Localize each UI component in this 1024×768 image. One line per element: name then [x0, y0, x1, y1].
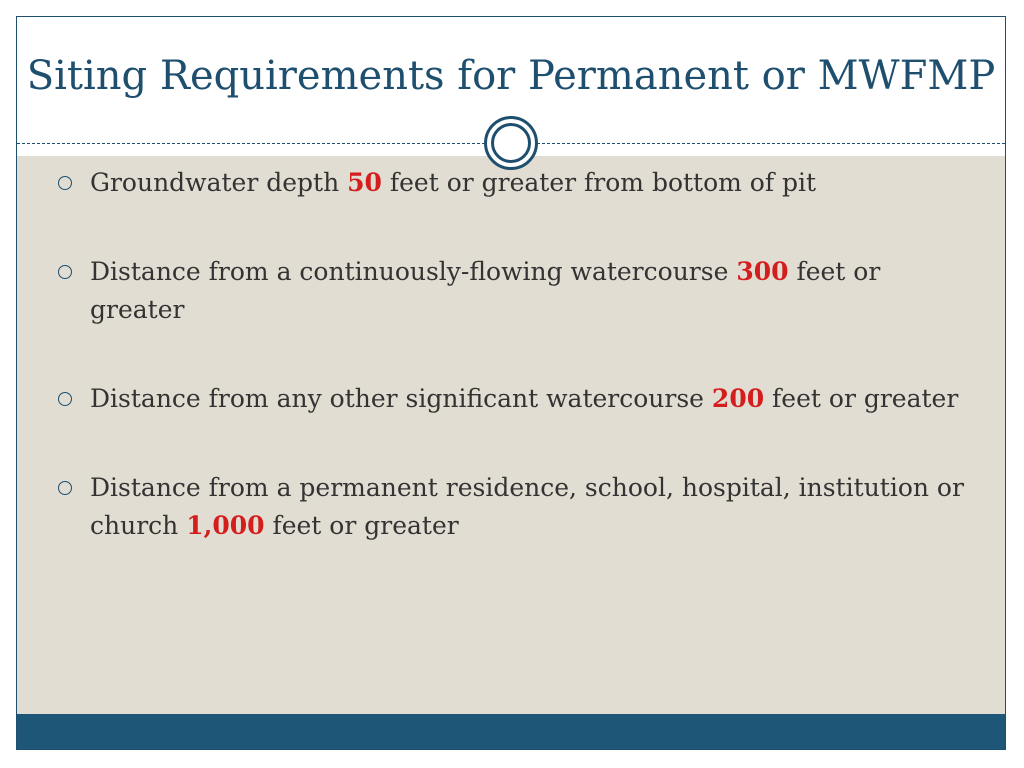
- bullet-value: 50: [347, 168, 382, 197]
- bullet-item: [58, 164, 968, 202]
- bullet-item: [58, 469, 968, 545]
- bullet-circle-icon: [58, 392, 72, 406]
- footer-bar: [17, 714, 1005, 749]
- bullet-text-before: Distance from a continuously-flowing watercourse: [90, 257, 737, 286]
- bullet-item: [58, 253, 968, 329]
- bullet-circle-icon: [58, 481, 72, 495]
- bullet-list: [58, 164, 968, 596]
- bullet-text-after: feet or greater from bottom of pit: [381, 168, 817, 197]
- bullet-text-before: Distance from a permanent residence, school, hospital, institution or church: [90, 473, 964, 540]
- bullet-circle-icon: [58, 176, 72, 190]
- bullet-value: 200: [711, 384, 765, 413]
- bullet-circle-icon: [58, 265, 72, 279]
- bullet-text-before: Groundwater depth: [90, 168, 348, 197]
- circle-ornament-icon: [484, 116, 538, 170]
- bullet-item: [58, 380, 968, 418]
- bullet-value: 1,000: [186, 511, 265, 540]
- slide-title: Siting Requirements for Permanent or MWFMP: [26, 53, 996, 99]
- bullet-text-after: feet or greater: [264, 511, 459, 540]
- bullet-text-before: Distance from any other significant watercourse: [90, 384, 712, 413]
- bullet-text-after: feet or greater: [764, 384, 959, 413]
- circle-ornament-inner: [491, 123, 531, 163]
- bullet-text-after: feet or greater: [90, 257, 881, 324]
- bullet-value: 300: [736, 257, 789, 286]
